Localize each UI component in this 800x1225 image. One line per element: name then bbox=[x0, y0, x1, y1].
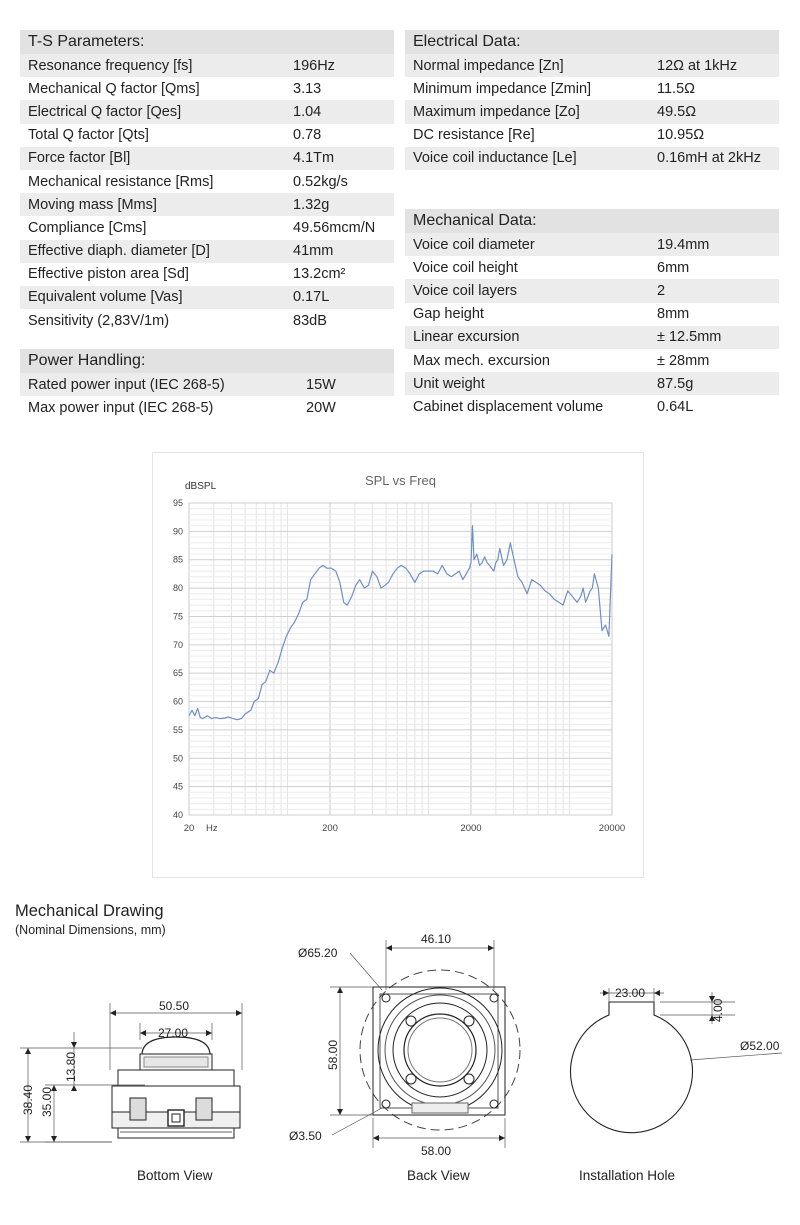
row-label: Resonance frequency [fs] bbox=[28, 57, 193, 74]
ts-parameters-table bbox=[20, 30, 394, 332]
row-label: Voice coil diameter bbox=[413, 236, 535, 253]
ts-parameters-title: T-S Parameters: bbox=[28, 33, 145, 50]
row-value: 6mm bbox=[657, 259, 690, 276]
table-row bbox=[20, 373, 394, 396]
row-label: Electrical Q factor [Qes] bbox=[28, 103, 182, 120]
y-tick-label: 60 bbox=[172, 696, 183, 707]
dim-35-00: 35.00 bbox=[40, 1086, 54, 1117]
row-value: 11.5Ω bbox=[657, 80, 695, 97]
row-label: Mechanical Q factor [Qms] bbox=[28, 80, 200, 97]
x-tick-label: 200 bbox=[322, 823, 338, 834]
table-row bbox=[405, 395, 779, 418]
row-value: 8mm bbox=[657, 306, 690, 323]
back-view-drawing bbox=[330, 940, 520, 1148]
row-label: Rated power input (IEC 268-5) bbox=[28, 376, 225, 393]
row-label: Force factor [Bl] bbox=[28, 150, 131, 167]
x-unit-label: Hz bbox=[206, 823, 218, 834]
row-label: Cabinet displacement volume bbox=[413, 398, 604, 415]
back-view-caption: Back View bbox=[407, 1168, 470, 1183]
y-tick-label: 85 bbox=[172, 554, 183, 565]
table-row bbox=[20, 216, 394, 239]
table-row bbox=[20, 100, 394, 123]
row-value: 49.5Ω bbox=[657, 103, 697, 120]
table-row bbox=[20, 124, 394, 147]
y-tick-label: 90 bbox=[172, 526, 183, 537]
row-value: 12Ω at 1kHz bbox=[657, 57, 738, 74]
row-value: 10.95Ω bbox=[657, 127, 705, 144]
row-value: 87.5g bbox=[657, 375, 694, 392]
bottom-view-caption: Bottom View bbox=[137, 1168, 213, 1183]
table-row bbox=[20, 240, 394, 263]
row-value: 2 bbox=[657, 282, 666, 299]
bottom-view-drawing bbox=[20, 1003, 242, 1142]
row-label: Moving mass [Mms] bbox=[28, 196, 157, 213]
dim-13-80: 13.80 bbox=[64, 1051, 78, 1082]
table-row bbox=[20, 147, 394, 170]
table-row bbox=[20, 54, 394, 77]
mechanical-data-header bbox=[405, 209, 779, 233]
electrical-data-title: Electrical Data: bbox=[413, 33, 521, 50]
row-label: Equivalent volume [Vas] bbox=[28, 289, 183, 306]
table-row bbox=[405, 233, 779, 256]
row-label: Unit weight bbox=[413, 375, 485, 392]
table-row bbox=[405, 147, 779, 170]
row-value: 0.52kg/s bbox=[293, 173, 348, 190]
table-row bbox=[405, 124, 779, 147]
installation-hole-caption: Installation Hole bbox=[579, 1168, 676, 1183]
row-value: 1.04 bbox=[293, 103, 322, 120]
y-tick-label: 40 bbox=[172, 810, 183, 820]
chart-title: SPL vs Freq bbox=[364, 473, 437, 488]
row-label: Sensitivity (2,83V/1m) bbox=[28, 312, 170, 329]
dim-o65-20: Ø65.20 bbox=[298, 946, 338, 960]
row-value: 13.2cm² bbox=[293, 266, 346, 283]
dim-58-00-horizontal: 58.00 bbox=[421, 1144, 452, 1158]
row-label: Effective diaph. diameter [D] bbox=[28, 243, 210, 260]
power-handling-table bbox=[20, 349, 394, 419]
drawing-subtitle: (Nominal Dimensions, mm) bbox=[15, 923, 166, 937]
table-row bbox=[405, 279, 779, 302]
row-value: 0.78 bbox=[293, 127, 322, 144]
electrical-data-header bbox=[405, 30, 779, 54]
dim-o52-00: Ø52.00 bbox=[740, 1039, 780, 1053]
table-row bbox=[405, 303, 779, 326]
table-row bbox=[20, 309, 394, 332]
x-tick-label: 20000 bbox=[598, 823, 626, 834]
x-tick-label: 20 bbox=[183, 823, 195, 834]
row-label: Total Q factor [Qts] bbox=[28, 127, 149, 144]
row-value: 19.4mm bbox=[657, 236, 710, 253]
row-value: ± 28mm bbox=[657, 352, 710, 369]
y-tick-label: 75 bbox=[172, 611, 183, 622]
row-value: 0.64L bbox=[657, 398, 694, 415]
row-label: Mechanical resistance [Rms] bbox=[28, 173, 214, 190]
row-value: 15W bbox=[306, 376, 336, 393]
table-row bbox=[405, 256, 779, 279]
row-value: 83dB bbox=[293, 312, 327, 329]
table-row bbox=[405, 372, 779, 395]
row-label: Gap height bbox=[413, 306, 484, 323]
dim-23-00: 23.00 bbox=[615, 986, 646, 1000]
row-label: Maximum impedance [Zo] bbox=[413, 103, 580, 120]
table-row bbox=[20, 193, 394, 216]
mechanical-data-table bbox=[405, 209, 779, 419]
y-tick-label: 65 bbox=[172, 668, 183, 679]
electrical-data-table bbox=[405, 30, 779, 170]
row-value: 196Hz bbox=[293, 57, 335, 74]
mechanical-drawing bbox=[0, 920, 800, 1220]
y-axis-label: dBSPL bbox=[185, 481, 217, 492]
row-label: Voice coil height bbox=[413, 259, 518, 276]
table-row bbox=[20, 77, 394, 100]
row-label: DC resistance [Re] bbox=[413, 127, 535, 144]
table-row bbox=[405, 100, 779, 123]
row-label: Max mech. excursion bbox=[413, 352, 550, 369]
dim-50-50: 50.50 bbox=[159, 999, 190, 1013]
spl-chart bbox=[152, 452, 644, 878]
row-value: ± 12.5mm bbox=[657, 329, 722, 346]
y-tick-label: 45 bbox=[172, 781, 183, 792]
row-label: Linear excursion bbox=[413, 329, 520, 346]
ts-parameters-header bbox=[20, 30, 394, 54]
row-value: 20W bbox=[306, 399, 336, 416]
row-label: Minimum impedance [Zmin] bbox=[413, 80, 592, 97]
y-tick-label: 50 bbox=[172, 753, 183, 764]
dim-38-40: 38.40 bbox=[21, 1084, 35, 1115]
row-value: 41mm bbox=[293, 243, 334, 260]
row-value: 0.17L bbox=[293, 289, 330, 306]
table-row bbox=[405, 349, 779, 372]
dim-58-00-vertical: 58.00 bbox=[326, 1039, 340, 1070]
x-tick-label: 2000 bbox=[460, 823, 482, 834]
y-tick-label: 80 bbox=[172, 583, 183, 594]
table-row bbox=[20, 170, 394, 193]
row-label: Max power input (IEC 268-5) bbox=[28, 399, 214, 416]
installation-hole-drawing bbox=[571, 988, 783, 1133]
dim-4-00: 4.00 bbox=[711, 998, 725, 1022]
table-row bbox=[405, 54, 779, 77]
row-value: 1.32g bbox=[293, 196, 330, 213]
dim-27-00: 27.00 bbox=[158, 1026, 189, 1040]
row-label: Voice coil inductance [Le] bbox=[413, 150, 577, 167]
row-value: 3.13 bbox=[293, 80, 322, 97]
table-row bbox=[20, 286, 394, 309]
row-label: Compliance [Cms] bbox=[28, 219, 147, 236]
table-row bbox=[405, 326, 779, 349]
spl-chart-svg bbox=[153, 453, 643, 877]
table-row bbox=[20, 263, 394, 286]
row-label: Effective piston area [Sd] bbox=[28, 266, 189, 283]
row-value: 4.1Tm bbox=[293, 150, 335, 167]
power-handling-header bbox=[20, 349, 394, 373]
row-label: Voice coil layers bbox=[413, 282, 517, 299]
dim-46-10: 46.10 bbox=[421, 932, 452, 946]
y-tick-label: 55 bbox=[172, 724, 183, 735]
table-row bbox=[20, 396, 394, 419]
y-tick-label: 95 bbox=[172, 498, 183, 508]
dim-o3-50: Ø3.50 bbox=[289, 1129, 322, 1143]
mechanical-data-title: Mechanical Data: bbox=[413, 212, 537, 229]
row-value: 49.56mcm/N bbox=[293, 219, 376, 236]
drawing-title: Mechanical Drawing bbox=[15, 902, 164, 920]
row-value: 0.16mH at 2kHz bbox=[657, 150, 761, 167]
y-tick-label: 70 bbox=[172, 639, 183, 650]
row-label: Normal impedance [Zn] bbox=[413, 57, 564, 74]
plot-area bbox=[189, 503, 612, 815]
power-handling-title: Power Handling: bbox=[28, 352, 146, 369]
table-row bbox=[405, 77, 779, 100]
